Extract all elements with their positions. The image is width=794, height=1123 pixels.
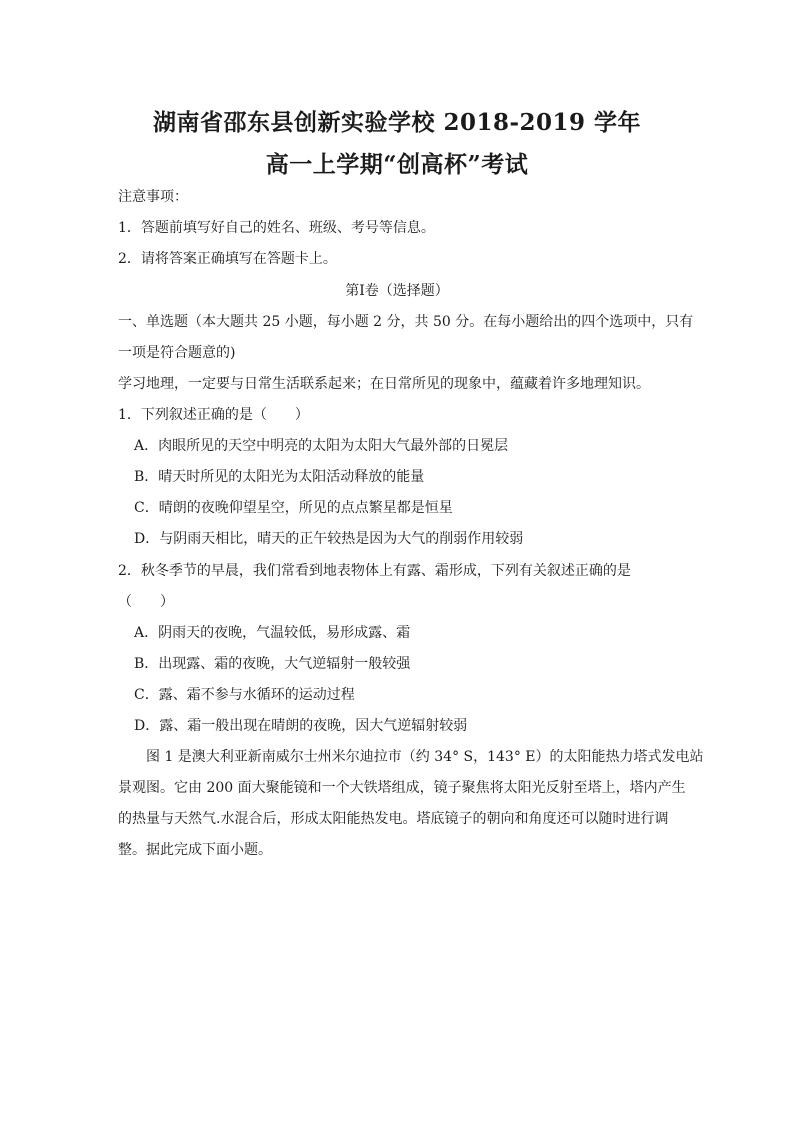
instruction-line-1: 一、单选题（本大题共 25 小题，每小题 2 分，共 50 分。在每小题给出的四个选项中，只有 bbox=[118, 314, 694, 330]
question-2-option-b: B．出现露、霜的夜晚，大气逆辐射一般较强 bbox=[134, 656, 411, 672]
question-1-option-c: C．晴朗的夜晚仰望星空，所见的点点繁星都是恒星 bbox=[134, 500, 453, 516]
question-1-option-b: B．晴天时所见的太阳光为太阳活动释放的能量 bbox=[134, 469, 425, 485]
question-2-stem: 2．秋冬季节的早晨，我们常看到地表物体上有露、霜形成，下列有关叙述正确的是 bbox=[118, 563, 631, 579]
notes-item-2: 2．请将答案正确填写在答题卡上。 bbox=[118, 251, 337, 267]
page-title: 湖南省邵东县创新实验学校 2018-2019 学年 bbox=[152, 109, 642, 136]
passage-line-2: 景观图。它由 200 面大聚能镜和一个大铁塔组成，镜子聚焦将太阳光反射至塔上，塔内产生 bbox=[118, 780, 686, 796]
question-1-stem: 1．下列叙述正确的是（ ） bbox=[118, 407, 309, 423]
question-1-option-a: A．肉眼所见的天空中明亮的太阳为太阳大气最外部的日冕层 bbox=[134, 438, 509, 454]
intro-text: 学习地理，一定要与日常生活联系起来；在日常所见的现象中，蕴藏着许多地理知识。 bbox=[118, 376, 650, 392]
notes-item-1: 1．答题前填写好自己的姓名、班级、考号等信息。 bbox=[118, 220, 435, 236]
passage-line-4: 整。据此完成下面小题。 bbox=[118, 842, 272, 858]
instruction-line-2: 一项是符合题意的) bbox=[118, 345, 236, 361]
page-subtitle: 高一上学期“创高杯”考试 bbox=[265, 151, 529, 178]
passage-line-3: 的热量与天然气.水混合后，形成太阳能热发电。塔底镜子的朝向和角度还可以随时进行调 bbox=[118, 811, 669, 827]
notes-heading: 注意事项： bbox=[118, 189, 188, 205]
passage-line-1: 图 1 是澳大利亚新南威尔士州米尔迪拉市（约 34° S，143° E）的太阳能热力塔式发电站 bbox=[146, 749, 704, 765]
question-2-option-a: A．阴雨天的夜晚，气温较低，易形成露、霜 bbox=[134, 625, 411, 641]
question-1-option-d: D．与阴雨天相比，晴天的正午较热是因为大气的削弱作用较弱 bbox=[134, 531, 524, 547]
question-2-stem-cont: （ ） bbox=[118, 594, 174, 610]
question-2-option-c: C．露、霜不参与水循环的运动过程 bbox=[134, 687, 355, 703]
question-2-option-d: D．露、霜一般出现在晴朗的夜晚，因大气逆辐射较弱 bbox=[134, 718, 468, 734]
volume-title: 第I卷（选择题） bbox=[345, 283, 449, 299]
